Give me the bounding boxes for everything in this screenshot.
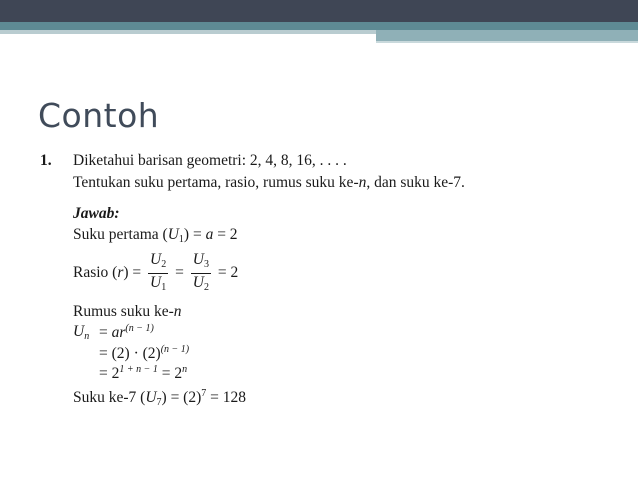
- problem-line-2: Tentukan suku pertama, rasio, rumus suku ke-n, dan suku ke-7.: [73, 174, 465, 191]
- formula-heading: Rumus suku ke-n: [73, 303, 182, 320]
- ratio-fraction-2: $\frac{U_3}{U_2}$: [192, 251, 209, 293]
- ratio-line: Rasio (r) = $\frac{U_2}{U_1}$ = $\frac{U_3}{U_2}$ = 2: [73, 251, 238, 296]
- slide-title: Contoh: [38, 96, 160, 135]
- un-symbol: $U_n$: [73, 323, 90, 342]
- un-step-2: = $(2) \cdot (2)^{(n - 1)}$: [99, 344, 190, 362]
- problem-number: 1.: [40, 152, 52, 169]
- un-step-3: = $2^{1 + n - 1} = 2^n$: [99, 364, 188, 382]
- u7-line: Suku ke-7 $(U_7) = (2)^7 = 128$: [73, 388, 247, 408]
- un-step-1: = $ar^{(n - 1)}$: [99, 323, 154, 341]
- first-term-line: Suku pertama $(U_1) = a = 2$: [73, 226, 238, 245]
- answer-heading: Jawab:: [73, 205, 120, 222]
- problem-line-1: Diketahui barisan geometri: 2, 4, 8, 16, . . . .: [73, 152, 347, 169]
- ratio-fraction-1: $\frac{U_2}{U_1}$: [150, 251, 167, 293]
